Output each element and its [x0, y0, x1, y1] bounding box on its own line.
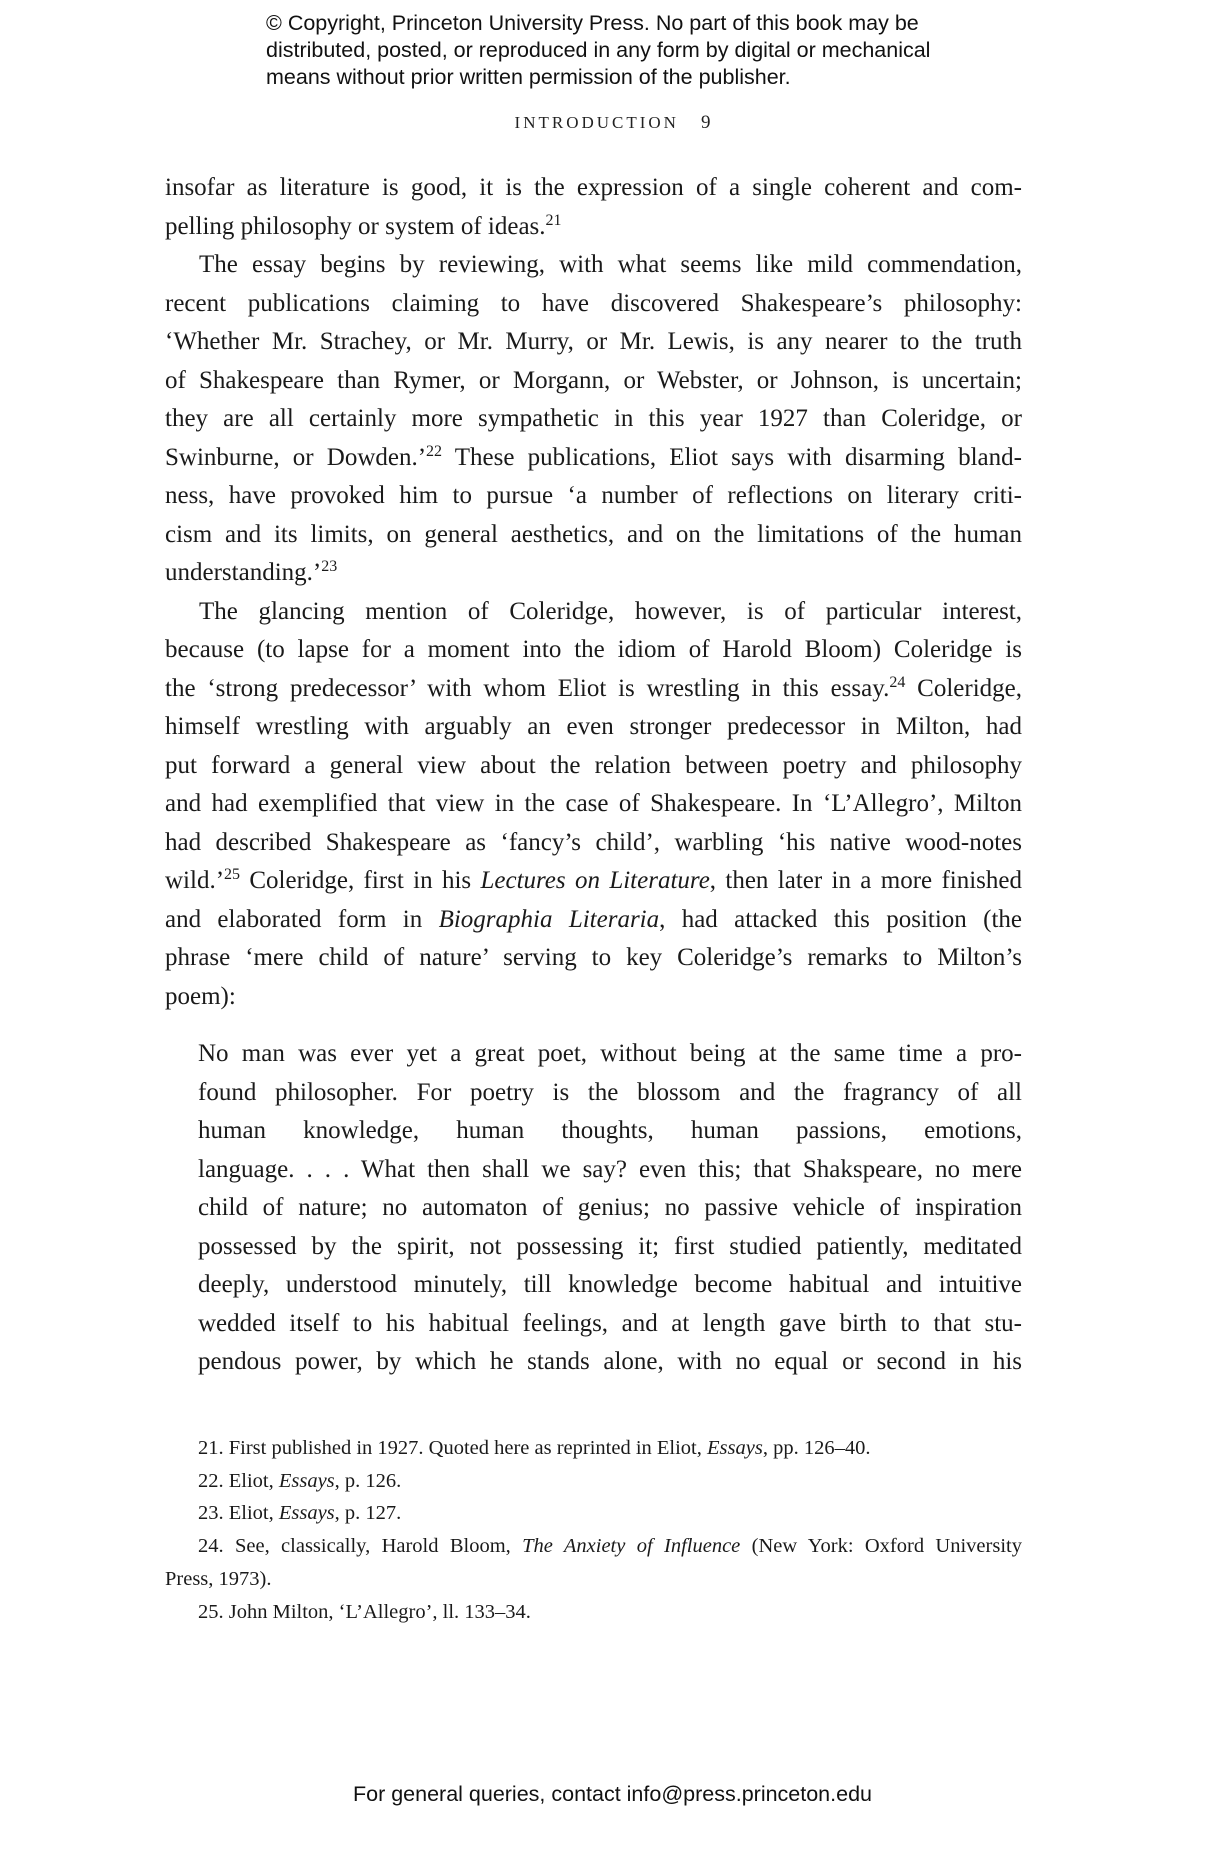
quote-line: language. . . . What then shall we say? even this; that Shakspeare, no mere	[198, 1155, 1022, 1183]
book-title: Lectures on Literature	[480, 867, 710, 894]
text-line: and elaborated form in Biographia Literaria, had attacked this position (the	[165, 905, 1022, 933]
copyright-notice	[266, 10, 930, 91]
footnote-22: 22. Eliot, Essays, p. 126.	[198, 1469, 402, 1492]
text-line: because (to lapse for a moment into the idiom of Harold Bloom) Coleridge is	[165, 636, 1022, 663]
quote-line: child of nature; no automaton of genius; no passive vehicle of inspiration	[198, 1194, 1022, 1221]
quote-line: possessed by the spirit, not possessing it; first studied patiently, meditated	[198, 1232, 1022, 1260]
running-head-title: INTRODUCTION	[514, 113, 679, 132]
text-line: poem):	[165, 982, 236, 1010]
body-text	[165, 169, 1022, 1016]
footnote-23: 23. Eliot, Essays, p. 127.	[198, 1502, 402, 1525]
text-line: and had exemplified that view in the case of Shakespeare. In ‘L’Allegro’, Milton	[165, 790, 1022, 817]
page-number: 9	[700, 112, 711, 133]
copyright-line: distributed, posted, or reproduced in any form by digital or mechanical	[266, 38, 931, 62]
copyright-line: means without prior written permission of the publisher.	[266, 65, 791, 89]
text-line: cism and its limits, on general aesthetics, and on the limitations of the human	[165, 520, 1022, 548]
running-head	[0, 112, 1225, 134]
text-line: had described Shakespeare as ‘fancy’s child’, warbling ‘his native wood-notes	[165, 828, 1022, 856]
text-line: Swinburne, or Dowden.’$^{22}$ These publications, Eliot says with disarming bland-	[165, 442, 1022, 471]
quote-line: No man was ever yet a great poet, without being at the same time a pro-	[198, 1040, 1022, 1067]
footnote-ref[interactable]: 24	[889, 673, 906, 691]
footnote-24-continued: Press, 1973).	[165, 1567, 272, 1590]
text-line: wild.’$^{25}$ Coleridge, first in his Lectures on Literature, then later in a more finished	[165, 866, 1022, 894]
block-quote	[198, 1035, 1022, 1382]
text-line: understanding.’$^{23}$	[165, 558, 338, 586]
contact-footer: For general queries, contact info@press.princeton.edu	[352, 1782, 872, 1806]
footnote-ref[interactable]: 21	[545, 211, 562, 229]
copyright-line: © Copyright, Princeton University Press. No part of this book may be	[266, 11, 919, 35]
quote-line: human knowledge, human thoughts, human passions, emotions,	[198, 1117, 1022, 1144]
quote-line: wedded itself to his habitual feelings, and at length gave birth to that stu-	[198, 1309, 1022, 1337]
text-line: phrase ‘mere child of nature’ serving to key Coleridge’s remarks to Milton’s	[165, 944, 1022, 971]
footnote-ref[interactable]: 22	[426, 442, 443, 460]
text-line: recent publications claiming to have discovered Shakespeare’s philosophy:	[165, 289, 1022, 317]
text-line: himself wrestling with arguably an even stronger predecessor in Milton, had	[165, 713, 1022, 740]
quote-line: pendous power, by which he stands alone, with no equal or second in his	[198, 1348, 1022, 1375]
book-title: Biographia Literaria	[438, 905, 660, 933]
text-line: The glancing mention of Coleridge, however, is of particular interest,	[199, 597, 1022, 625]
text-line: insofar as literature is good, it is the expression of a single coherent and com-	[165, 174, 1022, 201]
footnote-25: 25. John Milton, ‘L’Allegro’, ll. 133–34.	[198, 1600, 531, 1623]
footnote-ref[interactable]: 25	[224, 866, 241, 883]
text-line: ness, have provoked him to pursue ‘a number of reflections on literary criti-	[165, 482, 1022, 509]
footnote-24: 24. See, classically, Harold Bloom, The Anxiety of Influence (New York: Oxford University	[198, 1535, 1022, 1558]
quote-line: deeply, understood minutely, till knowledge become habitual and intuitive	[198, 1271, 1022, 1298]
text-line: pelling philosophy or system of ideas.$^{21}$	[165, 211, 562, 240]
text-line: ‘Whether Mr. Strachey, or Mr. Murry, or Mr. Lewis, is any nearer to the truth	[165, 328, 1022, 355]
footnote-21: 21. First published in 1927. Quoted here as reprinted in Eliot, Essays, pp. 126–40.	[198, 1437, 871, 1459]
text-line: The essay begins by reviewing, with what seems like mild commendation,	[199, 251, 1022, 278]
text-line: they are all certainly more sympathetic in this year 1927 than Coleridge, or	[165, 405, 1022, 432]
text-line: put forward a general view about the relation between poetry and philosophy	[165, 751, 1022, 779]
footnote-ref[interactable]: 23	[321, 558, 338, 575]
text-line: of Shakespeare than Rymer, or Morgann, or Webster, or Johnson, is uncertain;	[165, 366, 1022, 394]
quote-line: found philosopher. For poetry is the blossom and the fragrancy of all	[198, 1078, 1022, 1106]
footnotes	[165, 1432, 1022, 1628]
text-line: the ‘strong predecessor’ with whom Eliot is wrestling in this essay.$^{24}$ Coleridge,	[165, 673, 1022, 702]
